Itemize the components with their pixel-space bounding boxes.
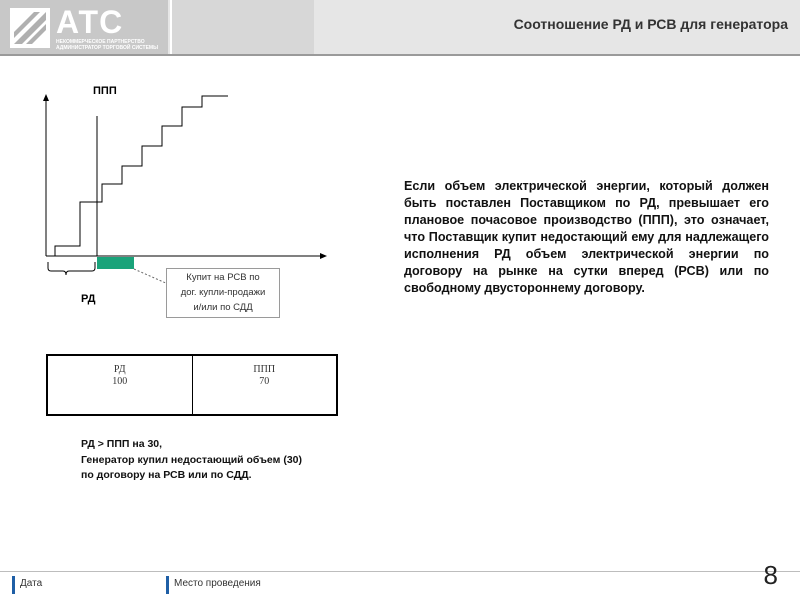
footer-accent-left [12, 576, 15, 594]
rd-bracket [48, 262, 95, 275]
comparison-table [46, 354, 338, 416]
table-ppp-header: ППП [253, 364, 276, 375]
callout-pointer [134, 269, 168, 284]
logo-text: АТС [56, 4, 124, 40]
staircase-line [55, 96, 228, 256]
callout-line3: и/или по СДД [193, 302, 253, 313]
note-line3: по договору на РСВ или по СДД. [81, 469, 252, 481]
callout-line2: дог. купли-продажи [180, 287, 266, 298]
footer-divider [0, 571, 800, 572]
table-cell-rd [48, 356, 192, 414]
logo-subtitle-line2: АДМИНИСТРАТОР ТОРГОВОЙ СИСТЕМЫ [56, 45, 158, 51]
deficit-area [97, 257, 134, 269]
footer-accent-right [166, 576, 169, 594]
table-rd-value: 100 [112, 376, 128, 387]
note-line1: РД > ППП на 30, [81, 438, 163, 450]
footer-date: Дата [20, 578, 43, 589]
x-axis-arrow [320, 253, 327, 259]
explanation-paragraph: Если объем электрической энергии, который должен быть поставлен Поставщиком по РД, превышает его плановое почасовое производство (ППП), это означает, что Поставщик купит недостающий ему для надлежащего исполнения РД объем электрической энергии по договору на рынке на сутки вперед (РСВ) или по свободному двустороннему договору. [404, 179, 769, 295]
note-line2: Генератор купил недостающий объем (30) [81, 453, 302, 466]
logo-subtitle-line1: НЕКОММЕРЧЕСКОЕ ПАРТНЕРСТВО [56, 39, 145, 45]
label-rd: РД [81, 293, 96, 305]
page-title: Соотношение РД и РСВ для генератора [513, 16, 788, 32]
conclusion-note [81, 437, 302, 484]
label-ppp: ППП [93, 85, 117, 97]
y-axis-arrow [43, 94, 49, 101]
table-rd-header: РД [113, 364, 126, 375]
page-number: 8 [763, 560, 778, 590]
table-cell-ppp [192, 356, 337, 414]
table-ppp-value: 70 [259, 376, 270, 387]
footer-place: Место проведения [174, 578, 261, 589]
callout-line1: Купит на РСВ по [186, 272, 260, 283]
callout-box [166, 268, 280, 318]
